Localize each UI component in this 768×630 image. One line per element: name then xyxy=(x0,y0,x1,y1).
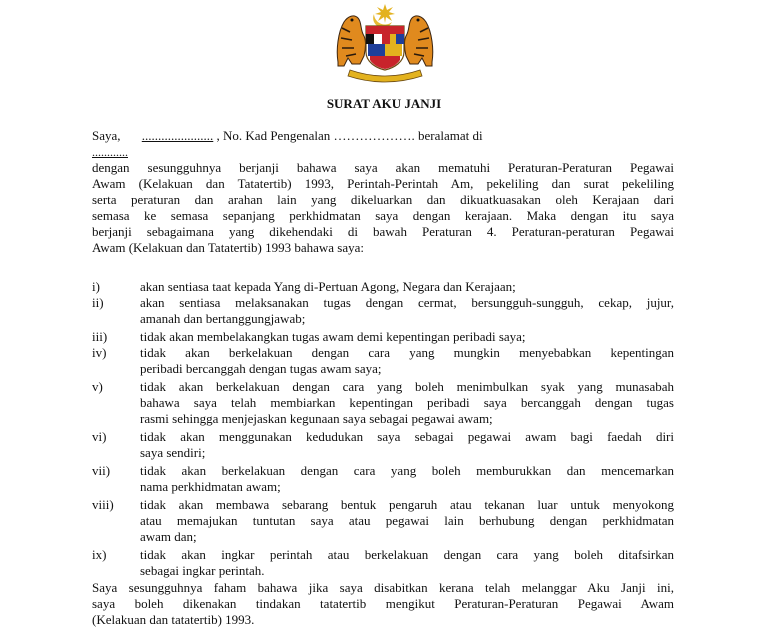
list-item-number: iii) xyxy=(92,329,108,344)
ic-blank: ………………. xyxy=(333,128,415,143)
text-line: peribadi bercanggah dengan tugas awam saya; xyxy=(140,361,382,376)
text-line: tidak akan membelakangkan tugas awam demi kepentingan peribadi saya; xyxy=(140,329,526,344)
text-line: tidak akan ingkar perintah atau berkelakuan dengan cara yang boleh ditafsirkan xyxy=(140,547,674,562)
name-blank: ...................... xyxy=(141,128,214,143)
list-item-text xyxy=(140,429,674,461)
text-line: nama perkhidmatan awam; xyxy=(140,479,281,494)
text-line: akan sentiasa melaksanakan tugas dengan cermat, bersungguh-sungguh, cekap, jujur, xyxy=(140,295,674,310)
list-item-number: ix) xyxy=(92,547,107,562)
tiger-right-icon xyxy=(405,16,433,66)
text-line: amanah dan bertanggungjawab; xyxy=(140,311,306,326)
list-item-number: iv) xyxy=(92,345,107,360)
list-item-text xyxy=(140,345,674,377)
list-item-text xyxy=(140,547,674,579)
list-item-text xyxy=(140,329,674,345)
address-label: beralamat di xyxy=(418,128,483,143)
closing-paragraph xyxy=(92,580,674,628)
text-line: tidak akan berkelakuan dengan cara yang boleh memburukkan dan mencemarkan xyxy=(140,463,674,478)
star-icon xyxy=(373,4,395,28)
text-line: serta peraturan dan arahan lain yang dikeluarkan dan dikuatkuasakan oleh Kerajaan dari xyxy=(92,192,674,207)
ic-label: , No. Kad Pengenalan xyxy=(216,128,331,143)
pledge-paragraph xyxy=(92,160,674,256)
list-item-number: vi) xyxy=(92,429,107,444)
text-line: (Kelakuan dan tatatertib) 1993. xyxy=(92,612,255,627)
list-item-number: i) xyxy=(92,279,100,294)
declarant-line xyxy=(92,128,483,144)
text-line: tidak akan membawa sebarang bentuk pengaruh atau tekanan luar untuk menyokong xyxy=(140,497,674,512)
address-blank: ............ xyxy=(92,145,128,159)
text-line: atau memajukan tuntutan saya atau pegawai lain berhubung dengan perkhidmatan xyxy=(140,513,674,528)
text-line: tidak akan berkelakuan dengan cara yang mungkin menyebabkan kepentingan xyxy=(140,345,674,360)
text-line: Awam (Kelakuan dan Tatatertib) 1993 bahawa saya: xyxy=(92,240,364,255)
shield-icon xyxy=(366,26,404,70)
text-line: berjanji sebagaimana yang dikehendaki di bawah Peraturan 4. Peraturan-peraturan Pegawai xyxy=(92,224,674,239)
list-item-text xyxy=(140,295,674,327)
list-item-text xyxy=(140,463,674,495)
text-line: tidak akan berkelakuan dengan cara yang boleh menimbulkan syak yang munasabah xyxy=(140,379,674,394)
page-title: SURAT AKU JANJI xyxy=(326,96,442,111)
text-line: awam dan; xyxy=(140,529,197,544)
saya-label: Saya, xyxy=(92,128,121,143)
text-line: Saya sesungguhnya faham bahawa jika saya disabitkan kerana telah melanggar Aku Janji ini, xyxy=(92,580,674,595)
list-item-number: vii) xyxy=(92,463,111,478)
tiger-left-icon xyxy=(337,16,365,66)
text-line: dengan sesungguhnya berjanji bahawa saya akan mematuhi Peraturan-Peraturan Pegawai xyxy=(92,160,674,175)
text-line: rasmi sehingga menjejaskan kegunaan saya sebagai pegawai awam; xyxy=(140,411,493,426)
list-item-number: viii) xyxy=(92,497,114,512)
text-line: saya boleh dikenakan tindakan tatatertib mengikut Peraturan-Peraturan Pegawai Awam xyxy=(92,596,674,611)
text-line: Awam (Kelakuan dan Tatatertib) 1993, Perintah-Perintah Am, pekeliling dan surat pekeliling xyxy=(92,176,674,191)
list-item-number: ii) xyxy=(92,295,104,310)
list-item-text xyxy=(140,379,674,427)
list-item-text xyxy=(140,497,674,545)
text-line: semasa ke semasa sepanjang perkhidmatan saya dengan kerajaan. Maka dengan itu saya xyxy=(92,208,674,223)
text-line: akan sentiasa taat kepada Yang di-Pertuan Agong, Negara dan Kerajaan; xyxy=(140,279,516,294)
motto-ribbon xyxy=(348,70,422,82)
list-item-number: v) xyxy=(92,379,103,394)
text-line: tidak akan menggunakan kedudukan saya sebagai pegawai awam bagi faedah diri xyxy=(140,429,674,444)
text-line: saya sendiri; xyxy=(140,445,206,460)
text-line: bahawa saya telah membiarkan kepentingan peribadi saya bercanggah dengan tugas xyxy=(140,395,674,410)
coat-of-arms-icon xyxy=(330,2,440,84)
list-item-text xyxy=(140,279,674,295)
text-line: sebagai ingkar perintah. xyxy=(140,563,265,578)
